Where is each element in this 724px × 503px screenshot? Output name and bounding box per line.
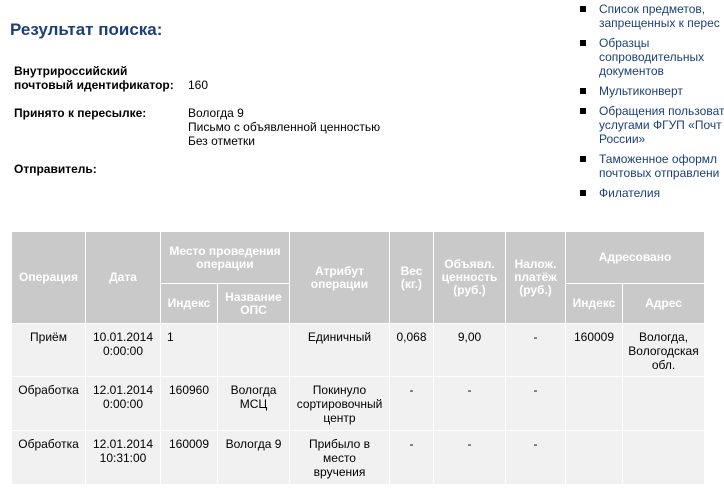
side-link-philately[interactable]: Филателия <box>599 186 661 200</box>
header-addressed: Адресовано <box>566 232 705 284</box>
header-index: Индекс <box>161 284 218 324</box>
side-link-item[interactable] <box>580 84 724 98</box>
cell-weight: - <box>390 377 434 431</box>
cell-ops-name: Вологда 9 <box>218 431 290 485</box>
cell-declared-value: - <box>434 431 506 485</box>
redaction-mask <box>208 78 288 90</box>
cell-cod: - <box>506 377 566 431</box>
accepted-label: Принято к пересылке: <box>14 106 147 120</box>
header-declared-value: Объявл. ценность (руб.) <box>434 232 506 324</box>
cell-weight: 0,068 <box>390 324 434 377</box>
cell-date: 12.01.2014 0:00:00 <box>86 377 161 431</box>
table-row <box>12 431 705 485</box>
cell-addr-index <box>566 431 623 485</box>
operations-table <box>11 231 705 485</box>
cell-declared-value: 9,00 <box>434 324 506 377</box>
identifier-value <box>188 78 288 92</box>
cell-cod: - <box>506 431 566 485</box>
cell-operation: Обработка <box>12 377 86 431</box>
cell-addr-index: 160009 <box>566 324 623 377</box>
cell-address <box>623 377 705 431</box>
identifier-label-line2: почтовый идентификатор: <box>14 78 174 92</box>
square-bullet-icon <box>580 88 586 94</box>
header-ops-name: Название ОПС <box>218 284 290 324</box>
header-place: Место проведения операции <box>161 232 290 284</box>
side-links-list <box>580 2 724 206</box>
cell-date: 12.01.2014 10:31:00 <box>86 431 161 485</box>
accepted-line: Без отметки <box>188 134 256 148</box>
cell-ops-name: Вологда МСЦ <box>218 377 290 431</box>
side-link-item[interactable] <box>580 152 724 180</box>
header-date: Дата <box>86 232 161 324</box>
cell-operation: Приём <box>12 324 86 377</box>
sender-label: Отправитель: <box>14 162 97 176</box>
cell-attribute: Покинуло сортировочный центр <box>290 377 390 431</box>
cell-operation: Обработка <box>12 431 86 485</box>
cell-index: 1 <box>161 324 218 377</box>
identifier-label <box>14 64 174 92</box>
side-link-multienvelope[interactable]: Мультиконверт <box>599 84 683 98</box>
cell-address <box>623 431 705 485</box>
side-link-customs[interactable]: Таможенное оформл почтовых отправлени <box>599 152 720 180</box>
cell-index: 160009 <box>161 431 218 485</box>
table-row <box>12 324 705 377</box>
table-row <box>12 377 705 431</box>
square-bullet-icon <box>580 156 586 162</box>
header-attribute: Атрибут операции <box>290 232 390 324</box>
cell-date: 10.01.2014 0:00:00 <box>86 324 161 377</box>
identifier-label-line1: Внутрироссийский <box>14 64 128 78</box>
cell-addr-index <box>566 377 623 431</box>
cell-cod: - <box>506 324 566 377</box>
cell-attribute: Единичный <box>290 324 390 377</box>
accepted-value <box>188 106 380 148</box>
cell-attribute: Прибыло в место вручения <box>290 431 390 485</box>
accepted-line: Письмо с объявленной ценностью <box>188 120 381 134</box>
square-bullet-icon <box>580 40 586 46</box>
page-title: Результат поиска: <box>10 20 163 39</box>
header-addr-index: Индекс <box>566 284 623 324</box>
square-bullet-icon <box>580 108 586 114</box>
side-link-item[interactable] <box>580 36 724 78</box>
accepted-line: Вологда 9 <box>188 106 244 120</box>
cell-declared-value: - <box>434 377 506 431</box>
cell-weight: - <box>390 431 434 485</box>
header-address: Адрес <box>623 284 705 324</box>
side-link-item[interactable] <box>580 186 724 200</box>
identifier-value-text: 160 <box>188 78 209 92</box>
header-operation: Операция <box>12 232 86 324</box>
cell-ops-name <box>218 324 290 377</box>
cell-address: Вологда, Вологодская обл. <box>623 324 705 377</box>
header-weight: Вес (кг.) <box>390 232 434 324</box>
square-bullet-icon <box>580 6 586 12</box>
header-cod: Налож. платёж (руб.) <box>506 232 566 324</box>
square-bullet-icon <box>580 190 586 196</box>
side-link-item[interactable] <box>580 2 724 30</box>
side-link-document-samples[interactable]: Образцы сопроводительных документов <box>599 36 705 78</box>
side-link-user-requests[interactable]: Обращения пользоват услугами ФГУП «Почт России» <box>599 104 724 146</box>
cell-index: 160960 <box>161 377 218 431</box>
side-link-prohibited-items[interactable]: Список предметов, запрещенных к перес <box>599 2 720 30</box>
side-link-item[interactable] <box>580 104 724 146</box>
